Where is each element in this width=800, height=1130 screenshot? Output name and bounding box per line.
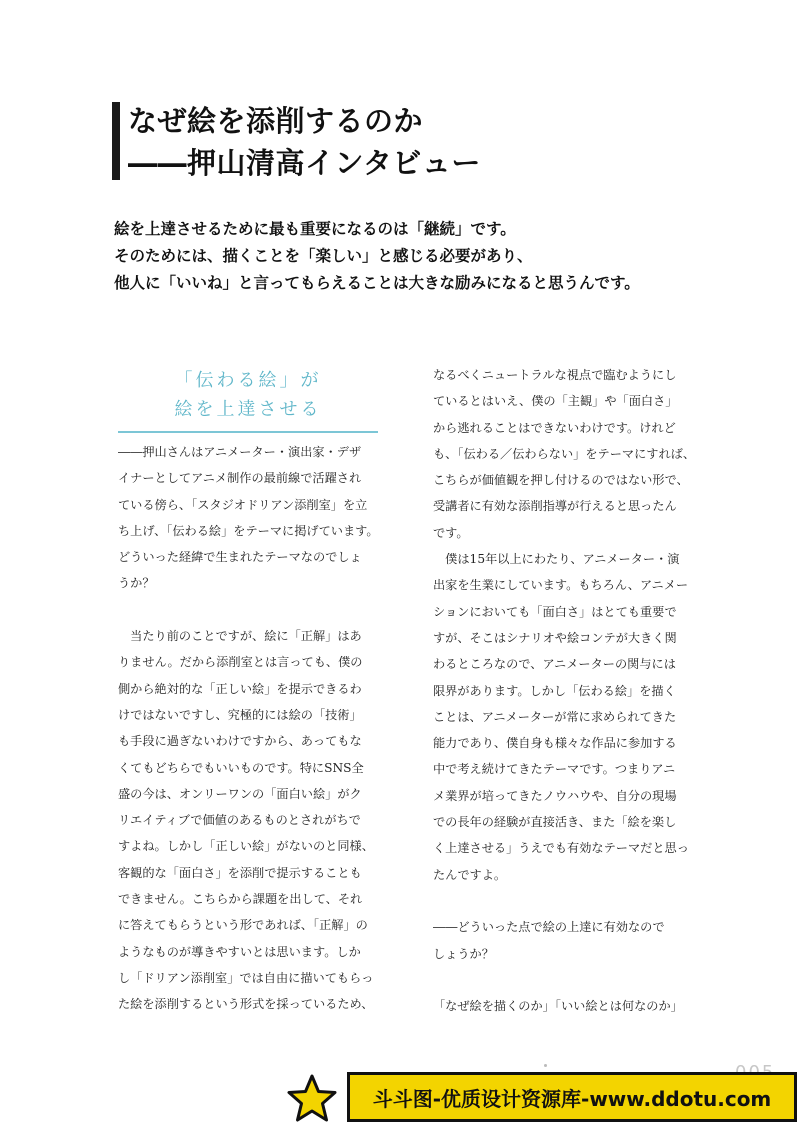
body-text-line: こちらが価値観を押し付けるのではない形で、 — [433, 473, 689, 488]
body-text-line: 受講者に有効な添削指導が行えると思ったん — [433, 499, 677, 514]
body-text-line: ち上げ、「伝わる絵」をテーマに掲げています。 — [118, 523, 379, 538]
body-text-line: 当たり前のことですが、絵に「正解」はあ — [118, 629, 362, 644]
body-text-line: どういった経緯で生まれたテーマなのでしょ — [118, 550, 362, 565]
body-text-line — [433, 967, 703, 993]
watermark-text: 斗斗图-优质设计资源库-www.ddotu.com — [372, 1086, 772, 1111]
lead-line: そのためには、描くことを「楽しい」と感じる必要があり、 — [114, 247, 533, 265]
body-text-line: わるところなので、アニメーターの関与には — [433, 657, 676, 672]
body-text-line: し「ドリアン添削室」では自由に描いてもらっ — [118, 970, 374, 985]
page-dot — [544, 1064, 547, 1067]
left-text-column — [118, 439, 388, 1018]
body-text-line: ――どういった点で絵の上達に有効なので — [433, 920, 665, 935]
body-text-line: です。 — [433, 525, 469, 540]
body-text-line: 出家を生業にしています。もちろん、アニメー — [433, 578, 689, 593]
body-text-line: ションにおいても「面白さ」はとても重要で — [433, 604, 677, 619]
body-text-line: く上達させる」うえでも有効なテーマだと思っ — [433, 841, 689, 856]
body-text-line: も、「伝わる／伝わらない」をテーマにすれば、 — [433, 446, 696, 461]
body-text-line: たんですよ。 — [433, 867, 507, 882]
body-text-line — [433, 888, 703, 914]
lead-line: 他人に「いいね」と言ってもらえることは大きな励みになると思うんです。 — [114, 274, 640, 292]
title-line-1: なぜ絵を添削するのか — [128, 104, 424, 138]
body-text-line: できません。こちらから課題を出して、それ — [118, 892, 363, 907]
star-icon — [286, 1073, 338, 1125]
lead-paragraph — [114, 216, 640, 297]
body-text-line: 限界があります。しかし「伝わる絵」を描く — [433, 683, 676, 698]
page-title — [128, 100, 481, 184]
body-text-line: も手段に過ぎないわけですから、あってもな — [118, 734, 362, 749]
body-text-line: に答えてもらうという形であれば、「正解」の — [118, 918, 368, 933]
body-text-line: 側から絶対的な「正しい絵」を提示できるわ — [118, 681, 362, 696]
body-text-line: 能力であり、僕自身も様々な作品に参加する — [433, 736, 677, 751]
body-text-line: 僕は15年以上にわたり、アニメーター・演 — [433, 552, 680, 567]
body-text-line: 「なぜ絵を描くのか」「いい絵とは何なのか」 — [433, 999, 683, 1014]
body-text-line — [118, 597, 388, 623]
body-text-line: ている傍ら、「スタジオドリアン添削室」を立 — [118, 497, 368, 512]
body-text-line: くてもどちらでもいいものです。特にSNS全 — [118, 760, 364, 775]
right-text-column — [433, 362, 703, 1019]
body-text-line: すよね。しかし「正しい絵」がないのと同様、 — [118, 839, 374, 854]
watermark-banner — [347, 1072, 797, 1122]
body-text-line: ようなものが導きやすいとは思います。しか — [118, 944, 361, 959]
body-text-line: しょうか？ — [433, 946, 494, 961]
body-text-line: なるべくニュートラルな視点で臨むようにし — [433, 368, 677, 382]
body-text-line: ――押山さんはアニメーター・演出家・デザ — [118, 445, 362, 459]
body-text-line: うか？ — [118, 576, 155, 591]
lead-line: 絵を上達させるために最も重要になるのは「継続」です。 — [114, 220, 516, 238]
body-text-line: メ業界が培ってきたノウハウや、自分の現場 — [433, 788, 677, 803]
body-text-line: リエイティブで価値のあるものとされがちで — [118, 813, 361, 828]
section-heading — [118, 366, 378, 424]
body-text-line: りません。だから添削室とは言っても、僕の — [118, 655, 363, 670]
body-text-line: 客観的な「面白さ」を添削で提示することも — [118, 865, 362, 880]
body-text-line: た絵を添削するという形式を採っているため、 — [118, 997, 374, 1012]
body-text-line: ているとはいえ、僕の「主観」や「面白さ」 — [433, 394, 678, 409]
title-line-2: ――押山清高インタビュー — [128, 146, 481, 180]
section-heading-rule — [118, 431, 378, 433]
body-text-line: すが、そこはシナリオや絵コンテが大きく関 — [433, 630, 677, 645]
section-heading-line-1: 「伝わる絵」が — [174, 370, 322, 391]
body-text-line: 中で考え続けてきたテーマです。つまりアニ — [433, 762, 676, 777]
body-text-line: ことは、アニメーターが常に求められてきた — [433, 709, 677, 724]
section-heading-line-2: 絵を上達させる — [174, 399, 322, 420]
body-text-line: 盛の今は、オンリーワンの「面白い絵」がク — [118, 786, 362, 801]
body-text-line: から逃れることはできないわけです。けれど — [433, 420, 676, 435]
body-text-line: イナーとしてアニメ制作の最前線で活躍され — [118, 471, 362, 486]
body-text-line: けではないですし、究極的には絵の「技術」 — [118, 707, 362, 722]
title-accent-bar — [112, 102, 120, 180]
body-text-line: での長年の経験が直接活き、また「絵を楽し — [433, 815, 677, 830]
